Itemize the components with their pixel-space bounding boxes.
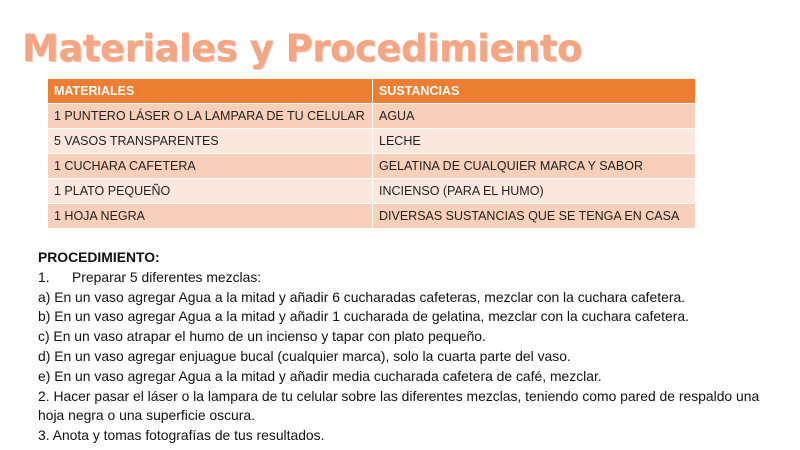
materials-table xyxy=(48,79,695,229)
slide-title: Materiales y Procedimiento xyxy=(22,27,582,70)
table-row xyxy=(48,104,695,129)
procedure-step-2: 2. Hacer pasar el láser o la lampara de tu celular sobre las diferentes mezclas, teniendo como pared de respaldo una hoja negra o una superficie oscura. xyxy=(38,387,760,424)
material-cell: 1 PUNTERO LÁSER O LA LAMPARA DE TU CELULAR xyxy=(48,104,373,129)
material-cell: 1 CUCHARA CAFETERA xyxy=(48,154,373,179)
procedure-section xyxy=(38,248,778,446)
table-row xyxy=(48,154,695,179)
step-text: Preparar 5 diferentes mezclas: xyxy=(72,268,262,285)
header-sustancias: SUSTANCIAS xyxy=(373,79,696,104)
substance-cell: INCIENSO (PARA EL HUMO) xyxy=(373,179,696,204)
table-row xyxy=(48,204,695,229)
substance-cell: DIVERSAS SUSTANCIAS QUE SE TENGA EN CASA xyxy=(373,204,696,229)
procedure-line-a: a) En un vaso agregar Agua a la mitad y añadir 6 cucharadas cafeteras, mezclar con la cuchara cafetera. xyxy=(38,288,686,305)
material-cell: 1 PLATO PEQUEÑO xyxy=(48,179,373,204)
procedure-step-1 xyxy=(38,268,778,288)
procedure-heading: PROCEDIMIENTO: xyxy=(38,249,160,265)
substance-cell: LECHE xyxy=(373,129,696,154)
step-number: 1. xyxy=(38,268,50,285)
table-row xyxy=(48,179,695,204)
procedure-line-d: d) En un vaso agregar enjuague bucal (cualquier marca), solo la cuarta parte del vaso. xyxy=(38,347,571,364)
procedure-line-b: b) En un vaso agregar Agua a la mitad y añadir 1 cucharada de gelatina, mezclar con la cuchara cafetera. xyxy=(38,308,689,325)
material-cell: 5 VASOS TRANSPARENTES xyxy=(48,129,373,154)
substance-cell: GELATINA DE CUALQUIER MARCA Y SABOR xyxy=(373,154,696,179)
table-row xyxy=(48,129,695,154)
substance-cell: AGUA xyxy=(373,104,696,129)
procedure-line-e: e) En un vaso agregar Agua a la mitad y añadir media cucharada cafetera de café, mezclar. xyxy=(38,367,602,384)
procedure-step-3: 3. Anota y tomas fotografías de tus resultados. xyxy=(38,427,325,444)
procedure-line-c: c) En un vaso atrapar el humo de un incienso y tapar con plato pequeño. xyxy=(38,328,486,345)
table-header-row xyxy=(48,79,695,104)
header-materiales: MATERIALES xyxy=(48,79,373,104)
material-cell: 1 HOJA NEGRA xyxy=(48,204,373,229)
